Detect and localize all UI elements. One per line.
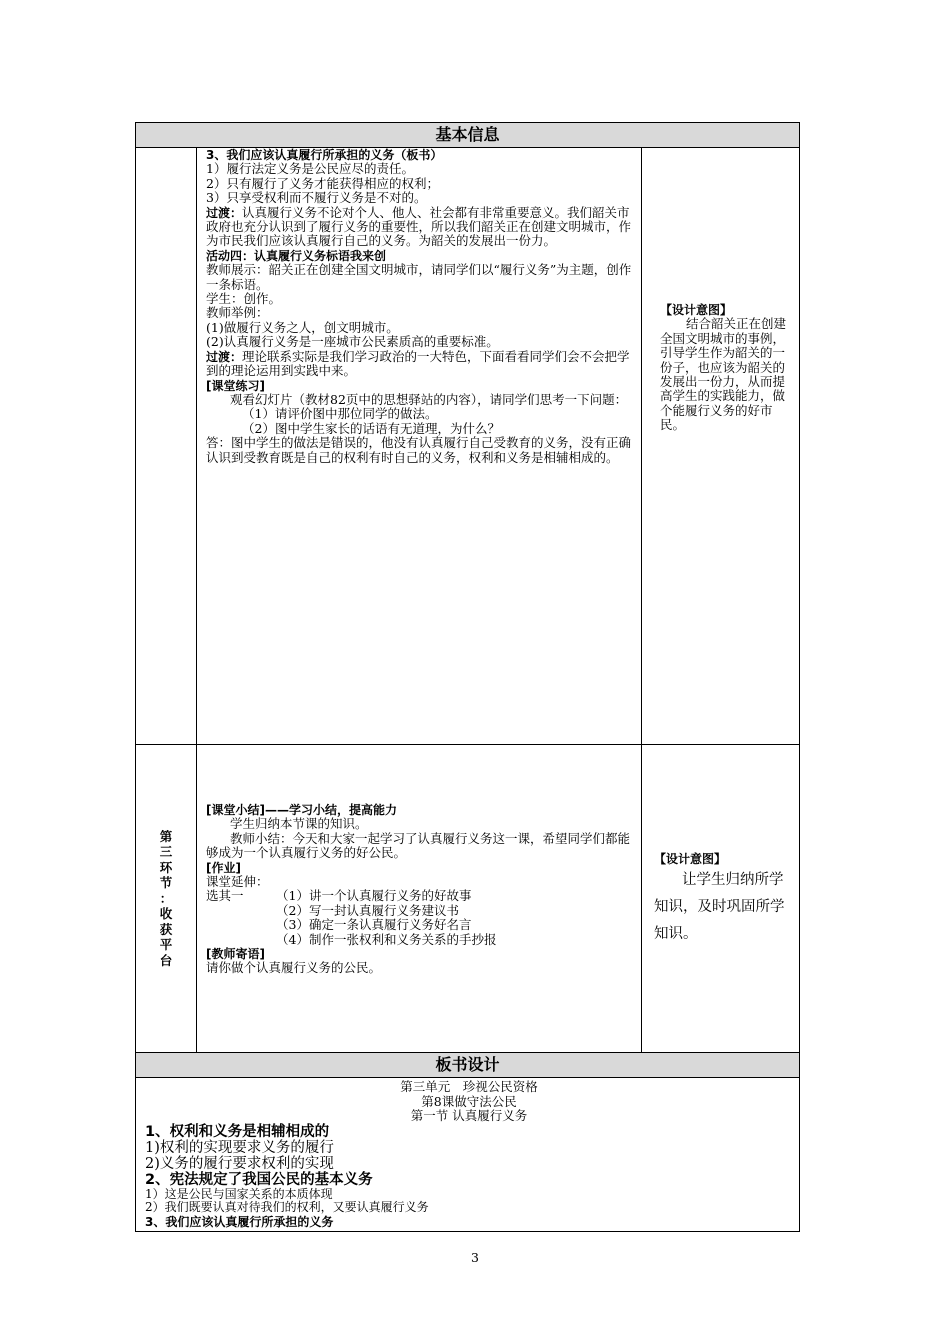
section2-design-intent	[642, 148, 800, 745]
activity-4-title: 活动四：认真履行义务标语我来创	[206, 248, 387, 263]
teacher-message-title: [教师寄语]	[206, 947, 265, 962]
homework-extension: 课堂延伸：	[206, 874, 269, 890]
header-basic-info: 基本信息	[136, 123, 800, 148]
transition-2: 过渡：理论联系实际是我们学习政治的一大特色，下面看看同学们会不会把学到的理论运用到实践中来。	[206, 348, 630, 379]
lesson-plan-document	[135, 122, 799, 1232]
student-create: 学生：创作。	[206, 291, 282, 307]
homework-option-3: （3）确定一条认真履行义务好名言	[276, 917, 472, 933]
board-section: 第一节 认真履行义务	[410, 1108, 528, 1123]
page-number: 3	[471, 1250, 479, 1265]
board-point-1: 1、权利和义务是相辅相成的	[145, 1123, 330, 1140]
teacher-example-label: 教师举例：	[206, 305, 269, 321]
design-intent-text: 结合韶关正在创建全国文明城市的事例，引导学生作为韶关的一份子，也应该为韶关的发展出一份力，从而提高学生的实践能力，做个能履行义务的好市民。	[660, 316, 787, 433]
design-intent-title-2: 【设计意图】	[654, 851, 727, 866]
board-lesson: 第8课做守法公民	[421, 1093, 517, 1109]
design-intent-text-2: 让学生归纳所学知识，及时巩固所学知识。	[654, 871, 785, 942]
obligation-heading: 3、我们应该认真履行所承担的义务（板书）	[206, 148, 443, 162]
board-unit: 第三单元 珍视公民资格	[400, 1079, 538, 1094]
obligation-point-2: 2）只有履行了义务才能获得相应的权利；	[206, 175, 439, 191]
example-2: (2)认真履行义务是一座城市公民素质高的重要标准。	[206, 334, 499, 350]
teacher-show: 教师展示：韶关正在创建全国文明城市，请同学们以“履行义务”为主题，创作一条标语。	[206, 262, 632, 292]
practice-text: 观看幻灯片（教材82页中的思想驿站的内容），请同学们思考一下问题：	[230, 391, 628, 407]
homework-option-1: 选其一 （1）讲一个认真履行义务的好故事	[206, 888, 472, 904]
homework-title: [作业]	[206, 860, 241, 875]
lesson-plan-table	[135, 122, 800, 1232]
summary-title: [课堂小结]——学习小结，提高能力	[206, 803, 397, 817]
example-1: (1)做履行义务之人，创文明城市。	[206, 319, 399, 335]
transition-1: 过渡：认真履行义务不论对个人、他人、社会都有非常重要意义。我们韶关市政府也充分认识到了履行义务的重要性，所以我们韶关正在创建文明城市，作为市民我们应该认真履行自己的义务。为韶关的发展出一份力。	[206, 204, 632, 249]
board-point-2-1: 1）这是公民与国家关系的本质体现	[145, 1186, 333, 1201]
practice-title: [课堂练习]	[206, 378, 265, 393]
board-point-1-1: 1)权利的实现要求义务的履行	[145, 1139, 334, 1156]
design-intent-title: 【设计意图】	[660, 303, 733, 317]
homework-option-4: （4）制作一张权利和义务关系的手抄报	[276, 931, 497, 947]
homework-option-2: （2）写一封认真履行义务建议书	[276, 902, 459, 918]
question-2: （2）图中学生家长的话语有无道理，为什么？	[242, 420, 500, 436]
section2-content	[197, 148, 642, 745]
board-point-2: 2、宪法规定了我国公民的基本义务	[145, 1171, 373, 1188]
question-1: （1）请评价图中那位同学的做法。	[242, 406, 438, 422]
obligation-point-1: 1）履行法定义务是公民应尽的责任。	[206, 161, 414, 177]
summary-teacher: 教师小结：今天和大家一起学习了认真履行义务这一课，希望同学们都能够成为一个认真履行义务的好公民。	[206, 830, 631, 861]
section3-design-intent	[642, 745, 800, 1053]
obligation-point-3: 3）只享受权利而不履行义务是不对的。	[206, 190, 427, 206]
board-point-3: 3、我们应该认真履行所承担的义务	[145, 1214, 334, 1229]
header-board-design: 板书设计	[136, 1053, 800, 1078]
practice-answer: 答：图中学生的做法是错误的，他没有认真履行自己受教育的义务，没有正确认识到受教育既是自己的权利有时自己的义务，权利和义务是相辅相成的。	[206, 435, 632, 465]
teacher-message-text: 请你做个认真履行义务的公民。	[206, 960, 382, 976]
section3-content	[197, 745, 642, 1053]
board-point-1-2: 2)义务的履行要求权利的实现	[145, 1155, 334, 1172]
section2-label-cell	[136, 148, 197, 745]
section3-label: 第 三 环 节 ： 收 获 平 台	[136, 745, 197, 1053]
board-design-content	[136, 1078, 800, 1232]
summary-student: 学生归纳本节课的知识。	[230, 816, 368, 832]
board-point-2-2: 2）我们既要认真对待我们的权利，又要认真履行义务	[145, 1200, 429, 1214]
